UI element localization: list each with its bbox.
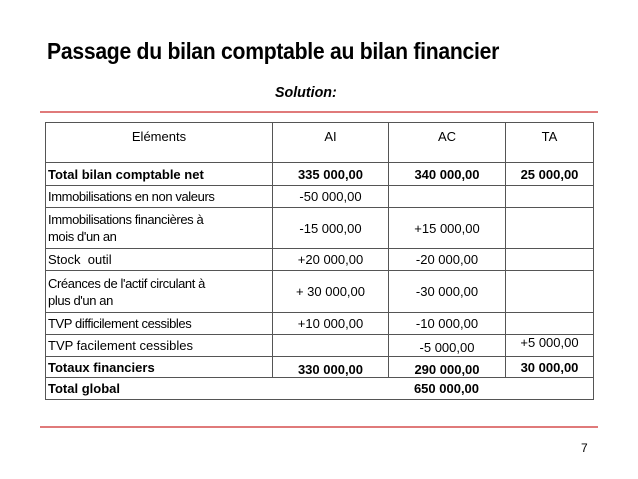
header-ta: TA xyxy=(505,123,593,162)
table-row xyxy=(46,208,593,249)
row-label-line1: Immobilisations financières à xyxy=(48,212,204,227)
table-row xyxy=(46,186,593,208)
header-ai: AI xyxy=(272,123,388,162)
cell-ai: +10 000,00 xyxy=(272,313,388,334)
cell-ac: -5 000,00 xyxy=(388,335,505,356)
cell-ac: +15 000,00 xyxy=(388,208,505,248)
row-label: Total global xyxy=(48,381,120,396)
cell-ta xyxy=(505,249,593,270)
cell-ai: +20 000,00 xyxy=(272,249,388,270)
cell-ta xyxy=(505,313,593,334)
cell-ac: -10 000,00 xyxy=(388,313,505,334)
cell-ta xyxy=(505,271,593,312)
cell-ac: 340 000,00 xyxy=(388,163,505,185)
row-label-line2: plus d'un an xyxy=(48,292,113,308)
cell-ac: -20 000,00 xyxy=(388,249,505,270)
cell-ta: +5 000,00 xyxy=(505,335,593,356)
table-row xyxy=(46,163,593,186)
cell-ta xyxy=(505,208,593,248)
row-label: Totaux financiers xyxy=(48,359,155,375)
cell-ai: + 30 000,00 xyxy=(272,271,388,312)
cell-ta: 25 000,00 xyxy=(505,163,593,185)
table-row xyxy=(46,378,593,399)
page-number: 7 xyxy=(581,441,588,455)
row-label: Stock outil xyxy=(48,252,112,267)
row-label: Immobilisations en non valeurs xyxy=(48,189,215,204)
cell-ta xyxy=(505,186,593,207)
balance-table xyxy=(45,122,594,400)
table-header-row xyxy=(46,123,593,163)
cell-ai xyxy=(272,335,388,356)
header-ac: AC xyxy=(388,123,505,162)
slide-title: Passage du bilan comptable au bilan financier xyxy=(47,38,500,64)
table-row xyxy=(46,249,593,271)
cell-ai: -15 000,00 xyxy=(272,208,388,248)
row-label-line1: Créances de l'actif circulant à xyxy=(48,275,205,291)
slide-subtitle: Solution: xyxy=(275,84,337,101)
row-label: Total bilan comptable net xyxy=(48,166,204,182)
row-label xyxy=(46,208,272,248)
bottom-divider xyxy=(40,426,598,428)
cell-ai: 330 000,00 xyxy=(272,357,388,377)
cell-ta: 30 000,00 xyxy=(505,357,593,377)
table-row xyxy=(46,335,593,357)
cell-ac: -30 000,00 xyxy=(388,271,505,312)
table-row xyxy=(46,271,593,313)
header-elements: Eléments xyxy=(131,129,187,144)
top-divider xyxy=(40,111,598,113)
row-label xyxy=(46,271,272,312)
table-row xyxy=(46,357,593,378)
cell-ac: 290 000,00 xyxy=(388,357,505,377)
cell-ai: 335 000,00 xyxy=(272,163,388,185)
row-label: TVP facilement cessibles xyxy=(48,338,193,353)
cell-ac xyxy=(388,186,505,207)
cell-ai: -50 000,00 xyxy=(272,186,388,207)
row-label: TVP difficilement cessibles xyxy=(48,316,192,331)
cell-total-global: 650 000,00 xyxy=(413,381,480,396)
table-row xyxy=(46,313,593,335)
row-label-line2: mois d'un an xyxy=(48,229,117,244)
